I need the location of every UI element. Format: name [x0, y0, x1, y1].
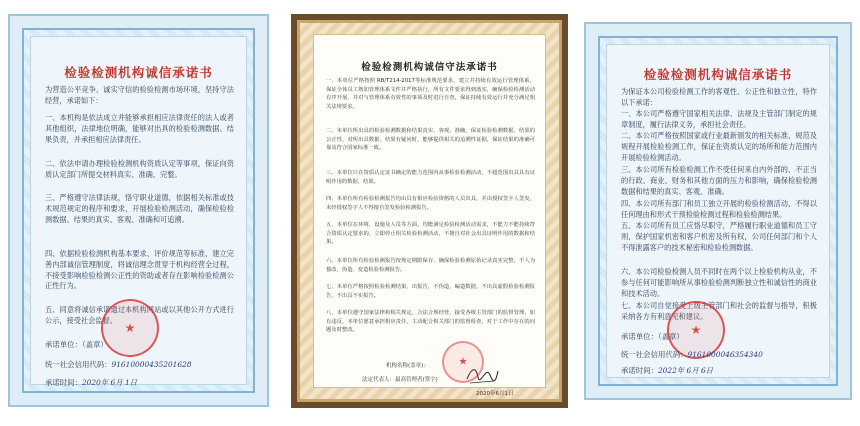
signature-label: 承诺单位：（盖章）: [621, 332, 684, 341]
signature-label: 承诺单位：（盖章）: [45, 340, 108, 349]
certificate-title: 检验检测机构诚信承诺书: [643, 67, 793, 82]
legal-rep-label: 法定代表人：最高管理者(签字): [362, 377, 438, 383]
red-seal: ★: [667, 301, 725, 359]
clause-2: 二、本公司严格按照国家或行业最新颁发的相关标准、规范及规程开展检验检测工作，保证在资质认定的场所和能力范围内开展检验检测活动。: [621, 131, 817, 162]
intro-text: 为营造公平竞争、诚实守信的检验检测市场环境，坚持守法经营，承诺如下：: [45, 85, 234, 105]
certificate-right: [584, 22, 852, 400]
clause-8: 八、本单位遵守国家法律和相关规定，合法合规经营，接受各级主管部门的监督管理，如有违反，本单位愿意承担相应责任，主动配合相关部门的监督检查，对于工作中存在的问题及时整改。: [326, 310, 535, 334]
red-seal: ★: [442, 341, 484, 383]
clause-4: 四、本单位所有检验检测报告均由具有相应检验资格的人员出具，并由授权签字人签发，未经授权签字人不得擅自签发检验检测报告。: [326, 196, 535, 211]
clause-5: 五、本公司所有员工应恪尽职守，严格履行职业道德和员工守则，保护国家机密和客户机密及所有权，公司任何部门和个人不得泄露客户的技术秘密和检验检测数据。: [621, 221, 817, 252]
clause-6: 六、本单位所有检验检测报告按规定期限保存，确保检验检测原始记录真实完整，不人为篡改、伪造、变造检验检测报告。: [326, 258, 535, 273]
clause-1: 一、本机构是依法成立并能够承担相应法律责任的法人或者其他组织，法律地位明确，能够对出具的检验检测数据、结果负责，并承担相应法律责任。: [45, 113, 234, 144]
credit-code-value: 9161000046354340: [687, 350, 763, 359]
clause-1: 一、本公司严格遵守国家相关法律、法规及主管部门制定的规章制度，履行法律义务，承担社会责任。: [621, 109, 817, 129]
certificate-paper: [30, 36, 247, 385]
clause-1: 一、本单位严格按照 RB/T214-2017等标准规范要求，建立并持续有效运行管理体系，保证全体员工熟知管理体系文件并严格执行，所有文件要求得到落实，确保检验检测活动有序开展，并对与管理体系有效性的事项及时进行自查，保证持续有效运行并充分满足相关法规要求。: [326, 78, 535, 110]
clause-5: 五、同意将诚信承诺通过本机构网站或以其他公开方式进行公示，接受社会监督。: [45, 305, 234, 325]
certificate-left: [8, 14, 269, 407]
certificate-center: [291, 14, 568, 408]
clause-2: 二、本单位所出具的检验检测数据和结果真实、客观、准确，保证检验检测数据、结果的公正性，对所出具数据、结果有疑问时，能够提供相关的追溯性证据，保证结果的准确可靠及符合国家标准一致。: [326, 128, 535, 152]
date-value: 2020年6月1日: [476, 391, 514, 397]
credit-code-value: 91610000435201628: [111, 360, 192, 369]
red-seal: ★: [101, 299, 159, 357]
clause-5: 五、本单位在环境、设施及人员等方面，均能满足检验检测活动需求，不能力不能持续符合资质认定要求的，立即停止相关检验检测活动，不擅自对社会出具证明作用的数据和结果。: [326, 222, 535, 246]
credit-code-label: 统一社会信用代码：9161000046354340: [621, 350, 763, 359]
date-line: 承诺时间：2020年 6月 1日: [45, 378, 138, 387]
clause-6: 六、本公司检验检测人员不同时在两个以上检验机构从业，不参与任何可能影响所从事检验检测判断独立性和诚信性的商业和技术活动。: [621, 267, 817, 298]
clause-2: 二、依法申请办理检验检测机构资质认定等事项，保证向资质认定部门所提交材料真实、准确、完整。: [45, 159, 234, 179]
date-value: 2020年 6月 1日: [81, 378, 138, 387]
certificate-paper: [313, 34, 546, 397]
clause-3: 三、本公司所有检验检测工作不受任何来自内外部的、不正当的行政、商业、财务和其他方面的压力和影响，确保检验检测数据和结果的真实、客观、准确。: [621, 165, 817, 196]
certificate-title: 检验检测机构诚信承诺书: [64, 65, 213, 80]
intro-text: 为保证本公司检验检测工作的客观性、公正性和独立性，特作以下承诺：: [621, 87, 817, 107]
clause-4: 四、依据检验检测机构基本要求、评价规范等标准，建立完善内部诚信管理制度，将诚信理念贯穿于机构经营全过程，不接受影响检验检测公正性的资助或者存在影响检验检测公正性行为。: [45, 249, 234, 291]
clause-4: 四、本公司所有部门和员工独立开展的检验检测活动，不得以任何理由和形式干预检验检测过程和检验检测结果。: [621, 199, 817, 219]
certificate-title: 检验检测机构诚信守法承诺书: [361, 62, 498, 73]
credit-code-label: 统一社会信用代码：91610000435201628: [45, 360, 192, 369]
clause-3: 三、严格遵守法律法规，恪守职业道德，依据相关标准或技术规范规定的程序和要求，开展检验检测活动，确保检验检测数据、结果的真实、客观、准确和可追溯。: [45, 193, 234, 224]
org-name-label: 机构名称(盖章)：: [386, 363, 429, 369]
clause-3: 三、本单位只在资质认定证书确定的能力范围内从事检验检测活动，不超范围出具具有证明作用的数据、结果。: [326, 170, 535, 185]
date-line: 承诺时间：2022年 6月 6日: [621, 366, 714, 375]
clause-7: 七、本单位严格按照检验检测结果，出报告，不伪造、编造数据，不出具虚假检验检测报告，不出具不实报告。: [326, 284, 535, 299]
clause-7: 七、本公司自觉接受上级主管部门和社会的监督与指导，积极采纳各方有利意见和建议。: [621, 301, 817, 321]
date-value: 2022年 6月 6日: [657, 366, 714, 375]
certificate-paper: [606, 44, 830, 378]
